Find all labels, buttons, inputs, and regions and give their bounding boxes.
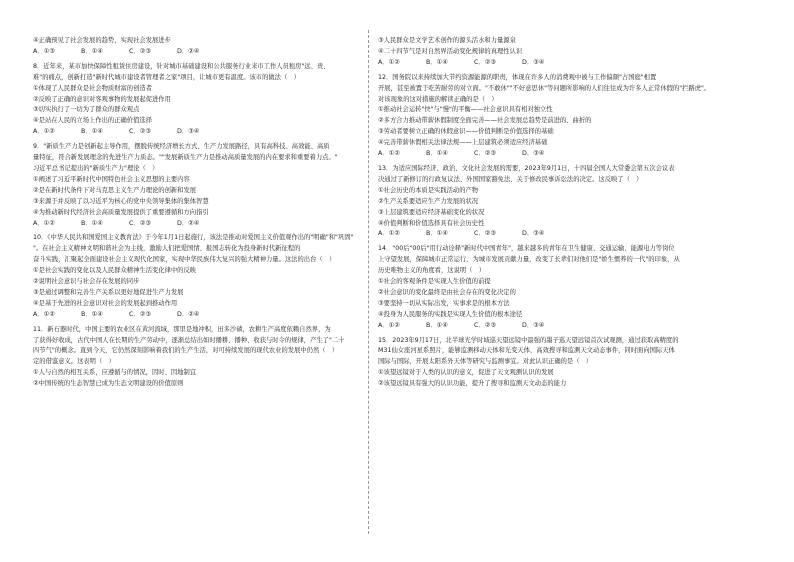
answer-option: D．②④ xyxy=(177,47,200,55)
answer-option: A．①② xyxy=(378,150,400,158)
question-text-line: ④价值判断和价值选择具有社会历史性 xyxy=(378,219,485,227)
question-text-line: 对该现象的这对措施的解读正确的是（ ） xyxy=(378,95,498,103)
question-text-line: 历史唯物主义的角度看，这说明（ ） xyxy=(378,267,486,275)
question-text-line: 11．新石器时代，中国主要的农业区在黄河流域，那里是地冲积，田多沙碛，农耕生产高度依赖自然界，为 xyxy=(33,325,331,333)
question-text-line: ④投身为人民服务的实践是实现人生价值的根本途径 xyxy=(378,310,523,318)
answer-option: D．②④ xyxy=(177,310,200,318)
question-text-line: 上守望发展，保障城市正常运行，为城市发展贡献力量，改变了长辈们对他们是"娇生惯养的一代"的印象，从 xyxy=(378,256,680,264)
question-text-line: ②反映了正确的意识对客观事物的发展起促进作用 xyxy=(33,95,171,103)
question-block xyxy=(378,164,724,240)
question-text-line: ③切实执行了一切为了群众的群众观点 xyxy=(33,106,140,114)
question-text-line: 了获得好收成，古代中国人在长期的生产劳动中，逐渐总结出如时播耕、播种、收获与时令的规律，产生了"二十 xyxy=(33,336,345,344)
question-text-line: ①体现了人民群众是社会物质财富的创造者 xyxy=(33,84,152,92)
question-text-line: ②是在新时代条件下对马克思主义生产力理论的创新和发展 xyxy=(33,186,197,194)
question-text-line: ②说明社会意识与社会存在发展的同步 xyxy=(33,278,140,286)
answer-option: D．③④ xyxy=(522,230,545,238)
question-block xyxy=(33,62,379,138)
question-text-line: ①社会历史的本质是实践活动的产物 xyxy=(378,186,479,194)
question-text-line: ④完善带薪休假相关法律法规——上层建筑必须适应经济基础 xyxy=(378,139,548,147)
answer-option: B．①④ xyxy=(426,58,448,66)
answer-option: B．①④ xyxy=(81,310,103,318)
question-text-line: 奋斗实践，汇聚起全面建设社会主义现代化国家，实现中华民族伟大复兴的强大精神力量。这法的出台（ ） xyxy=(33,256,336,264)
question-block xyxy=(33,36,379,58)
answer-options xyxy=(33,127,379,138)
answer-options xyxy=(33,310,379,321)
question-text-line: 国际与国际，开展太阳系外天体等研究与监测事宜。对此认识正确的是（ ） xyxy=(378,358,593,366)
answer-option: C．②③ xyxy=(474,321,496,329)
question-text-line: 量特征，符合新发展理念的先进生产力质态。""发展新质生产力是推动高质量发展的内在要求和重要着力点。" xyxy=(33,154,338,162)
answer-option: D．②④ xyxy=(177,219,200,227)
question-text-line: 13．为适应国际经济、政治、文化社会发展的需要，2023年9月1日，十四届全国人大常委会第五次会议表 xyxy=(378,164,675,172)
question-text-line: 四节气"的概念。直到今天，它仍然深刻影响着我们的生产生活，对可持续发展的现代农业的发展中仍然（ ） xyxy=(33,347,339,355)
question-text-line: 10．《中华人民共和国爱国主义教育法》于今年1月1日起施行，该法是推动对爱国主义价值观作出的"明确"和"巩固" xyxy=(33,234,354,242)
right-column xyxy=(378,36,724,390)
question-text-line: ②生产关系要适应生产力发展的状况 xyxy=(378,197,479,205)
question-text-line: ②多方合力推动带薪休假制度全面完善——社会发展总趋势是前进的、曲折的 xyxy=(378,117,592,125)
question-block xyxy=(33,233,379,320)
question-text-line: ①是社会实践的变化以及人民群众精神生活变化律中的反映 xyxy=(33,267,197,275)
question-text-line: ④为推动新时代经济社会高质量发展提供了重要遵循和方向指引 xyxy=(33,208,209,216)
question-text-line: ④是基于先进的社会意识对社会的发展起到推动作用 xyxy=(33,299,178,307)
answer-option: B．①④ xyxy=(426,150,448,158)
question-block xyxy=(378,36,724,69)
answer-options xyxy=(378,321,724,332)
question-text-line: ①该望远镜对于人类的认识的意义，促进了天文观测认识的发展 xyxy=(378,369,554,377)
answer-option: B．①④ xyxy=(426,321,448,329)
answer-option: A．①② xyxy=(378,58,400,66)
answer-options xyxy=(378,149,724,160)
answer-option: A．①② xyxy=(33,219,55,227)
question-text-line: 开展，甚至被置于吃苦耐劳的对立面。"不敢休""不好意思休"等问题所影响的人们往往成为许多人正常休假的"拦路虎"。 xyxy=(378,84,711,92)
answer-option: B．①④ xyxy=(81,219,103,227)
answer-option: A．①② xyxy=(33,310,55,318)
question-text-line: "。在社会主义精神文明和谐社会为主线，激励人们把爱国情、报国志转化为投身新时代新征程的 xyxy=(33,245,301,253)
answer-option: B．①④ xyxy=(81,128,103,136)
question-block xyxy=(378,244,724,331)
answer-option: A．①② xyxy=(378,230,400,238)
answer-option: D．③④ xyxy=(522,150,545,158)
question-text-line: ③劳动者要树立正确的休假意识——价值判断是价值选择的基础 xyxy=(378,128,554,136)
question-text-line: ①阐述了习近平新时代中国特色社会主义思想的主要内容 xyxy=(33,175,190,183)
question-text-line: ③人民群众是文学艺术创作的源头活水和力量源泉 xyxy=(378,37,516,44)
question-text-line: 12．国务院以来持续加大节约资源能源的职责，体现在许多人的消费观中被与工作偏颇"占国庭"相置 xyxy=(378,73,657,81)
question-block xyxy=(378,336,724,391)
question-text-line: ④二十四节气是对自然界活动变化规律的真理性认识 xyxy=(378,47,523,55)
question-text-line: 15．2023年9月17日，北半球光学时域巡天望远镜中最强的墨子巡天望远镜首次试观测，通过获取高精度的 xyxy=(378,336,679,344)
column-divider xyxy=(368,30,369,534)
question-block xyxy=(33,325,379,390)
question-block xyxy=(378,73,724,160)
answer-option: C．②③ xyxy=(129,47,151,55)
answer-option: D．③④ xyxy=(522,58,545,66)
question-text-line: 14．"00后"00后"用行动诠释"新时代中国青年"，越来越多的青年在卫生健康、交通运输、能源电力等岗位 xyxy=(378,245,675,253)
question-text-line: ③要坚持一切从实际出发，实事求是的根本方法 xyxy=(378,299,510,307)
answer-option: C．②③ xyxy=(474,58,496,66)
question-text-line: ②中国传统的生态智慧已成为生态文明建设的价值原则 xyxy=(33,380,184,388)
question-text-line: 习近平总书记提出的"新质生产力"理论（ ） xyxy=(33,164,159,172)
answer-option: C．②③ xyxy=(474,150,496,158)
answer-options xyxy=(33,47,379,58)
answer-option: A．①② xyxy=(33,128,55,136)
question-text-line: ②该望远镜具有强大的认识功能，提升了搜寻和监测天文动态的能力 xyxy=(378,380,567,388)
answer-option: B．①④ xyxy=(426,230,448,238)
answer-option: C．②③ xyxy=(129,310,151,318)
answer-option: C．②③ xyxy=(474,230,496,238)
question-text-line: 8．近年来，某市加快保障性租赁住房建设，针对城市基础建设和公共服务行业来市工作人员租房"远、贵、 xyxy=(33,62,330,70)
answer-option: D．③④ xyxy=(177,128,200,136)
question-text-line: ①推动社会运转"快"与"慢"的平衡——社会意识具有相对独立性 xyxy=(378,106,553,114)
question-text-line: ①社会的客观条件是实现人生价值的前提 xyxy=(378,278,491,286)
answer-option: C．②③ xyxy=(129,128,151,136)
answer-options xyxy=(33,219,379,230)
question-text-line: ①人与自然的相互关系，应遵循与的情况，因时、因地制宜 xyxy=(33,369,197,377)
question-block xyxy=(33,142,379,229)
answer-option: A．①③ xyxy=(33,47,55,55)
question-text-line: 难"的痛点，创新打造"新时代城市建设者管理者之家"项目，让城市更有温度。该市的做法（ ） xyxy=(33,73,300,81)
question-text-line: ②社会意识的变化最终是由社会存在的变化决定的 xyxy=(378,288,516,296)
answer-option: B．①④ xyxy=(81,47,103,55)
question-text-line: 决通过了新修订的行政复议法、外国国家豁免法、关于修改民事诉讼法的决定。这反映了（ ） xyxy=(378,175,643,183)
left-column xyxy=(33,36,379,390)
answer-options xyxy=(378,229,724,240)
question-text-line: ④正确预见了社会发展的趋势，实现社会发展进步 xyxy=(33,37,171,44)
question-text-line: ④是站在人民的立场上作出的正确价值选择 xyxy=(33,117,152,125)
question-text-line: ③来源于并反映了以习近平为核心的党中央领导集体的集体智慧 xyxy=(33,197,209,205)
question-text-line: ③是通过调整和完善生产关系以更好地促进生产力发展 xyxy=(33,288,184,296)
answer-option: D．③④ xyxy=(522,321,545,329)
answer-options xyxy=(378,58,724,69)
question-text-line: 9．"新质生产力是创新起主导作用，摆脱传统经济增长方式、生产力发展路径，具有高科技、高效能、高质 xyxy=(33,143,330,151)
answer-option: A．①② xyxy=(378,321,400,329)
question-text-line: M31仙女座河星系照片，能够监测移动天体和光变天体，高效搜寻和监测天文动态事件，同时面向国际天体 xyxy=(378,347,675,355)
answer-option: C．②③ xyxy=(129,219,151,227)
question-text-line: 定的借鉴意义。这表明（ ） xyxy=(33,358,115,366)
question-text-line: ③上层建筑要适应经济基础变化的状况 xyxy=(378,208,485,216)
